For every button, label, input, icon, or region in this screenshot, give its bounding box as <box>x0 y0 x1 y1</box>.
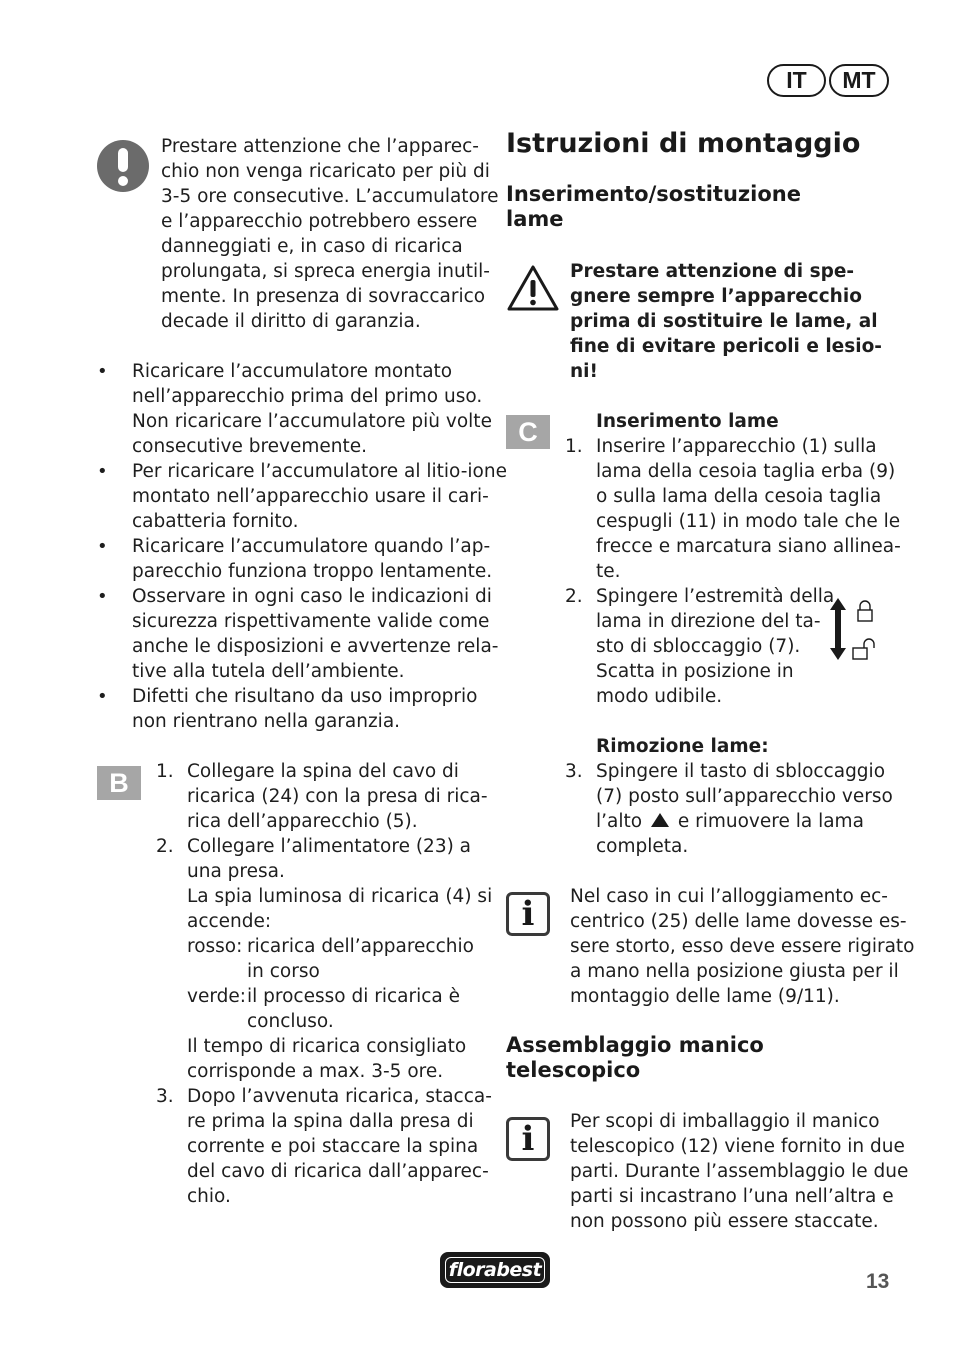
info-square-icon <box>506 1117 550 1161</box>
info-glyph: i <box>521 894 535 934</box>
step-number: 2. <box>565 586 583 607</box>
step-number: 1. <box>156 761 174 782</box>
status-green-label: verde: <box>187 986 246 1007</box>
text-line: non possono più essere staccate. <box>570 1211 879 1232</box>
lang-badge-it: IT <box>767 64 826 97</box>
up-down-arrow-icon <box>828 597 848 661</box>
info-glyph: i <box>521 1119 535 1159</box>
text-line: lama della cesoia taglia erba (9) <box>596 461 896 482</box>
status-red-text <box>247 934 474 984</box>
text-line: corrente e poi staccare la spina <box>187 1136 479 1157</box>
text-line <box>596 809 893 834</box>
text-line: mente. In presenza di sovraccarico <box>161 286 486 307</box>
text-line: o sulla lama della cesoia taglia <box>596 486 882 507</box>
text-line: telescopico (12) viene fornito in due <box>570 1136 905 1157</box>
text-line: decade il diritto di garanzia. <box>161 311 421 332</box>
text-line: concluso. <box>247 1011 334 1032</box>
text-line: Collegare la spina del cavo di <box>187 761 459 782</box>
step-number: 3. <box>565 761 583 782</box>
text-line: ni! <box>570 361 598 382</box>
text-line: (7) posto sull’apparecchio verso <box>596 786 893 807</box>
text-line: e l’apparecchio potrebbero essere <box>161 211 478 232</box>
bullet-symbol: • <box>97 586 108 607</box>
text-line: Nel caso in cui l’alloggiamento ec- <box>570 886 888 907</box>
step-number: 2. <box>156 836 174 857</box>
text-line: Osservare in ogni caso le indicazioni di <box>132 586 492 607</box>
warning-triangle-icon <box>506 264 560 312</box>
text-line: cabatteria fornito. <box>132 511 299 532</box>
text-line: del cavo di ricarica dall’apparec- <box>187 1161 489 1182</box>
step-item <box>596 584 834 709</box>
unlock-icon <box>852 635 886 661</box>
text-line: Spingere l’estremità della <box>596 586 835 607</box>
steps-c <box>0 434 954 874</box>
text-line: Prestare attenzione che l’apparec- <box>161 136 479 157</box>
text-line: cespugli (11) in modo tale che le <box>596 511 901 532</box>
text-line: rica dell’apparecchio (5). <box>187 811 418 832</box>
heading-line: lame <box>506 207 564 231</box>
text-line: corrisponde a max. 3-5 ore. <box>187 1061 444 1082</box>
heading-line: Inserimento/sostituzione <box>506 182 801 206</box>
warning-paragraph <box>570 259 882 384</box>
charge-time-text <box>187 1034 466 1084</box>
info-paragraph-handle <box>570 1109 908 1234</box>
text-line: danneggiati e, in caso di ricarica <box>161 236 463 257</box>
step-number: 1. <box>565 436 583 457</box>
text-line: frecce e marcatura siano allinea- <box>596 536 901 557</box>
text-line: Scatta in posizione in <box>596 661 794 682</box>
text-fragment: l’alto <box>596 811 643 832</box>
text-line: te. <box>596 561 621 582</box>
text-line: non rientrano nella garanzia. <box>132 711 401 732</box>
info-square-icon <box>506 892 550 936</box>
text-line: accende: <box>187 911 272 932</box>
page-number: 13 <box>866 1270 890 1293</box>
section-label-b: B <box>97 766 141 800</box>
section-label-c: C <box>506 415 550 449</box>
text-line: completa. <box>596 836 689 857</box>
text-line: Non ricaricare l’accumulatore più volte <box>132 411 492 432</box>
text-line: Ricaricare l’accumulatore quando l’ap- <box>132 536 491 557</box>
text-line: sto di sbloccaggio (7). <box>596 636 801 657</box>
bullet-symbol: • <box>97 536 108 557</box>
heading-line: telescopico <box>506 1058 641 1082</box>
lock-icon <box>856 599 874 623</box>
text-line: ricarica (24) con la presa di rica- <box>187 786 488 807</box>
text-line: parti si incastrano l’una nell’altra e <box>570 1186 894 1207</box>
text-line: Il tempo di ricarica consigliato <box>187 1036 467 1057</box>
step-item <box>187 1084 492 1209</box>
text-line: a mano nella posizione giusta per il <box>570 961 899 982</box>
logo-text: florabest <box>448 1259 542 1281</box>
text-line: Per scopi di imballaggio il manico <box>570 1111 880 1132</box>
text-line: Spingere il tasto di sbloccaggio <box>596 761 886 782</box>
text-line: prima di sostituire le lame, al <box>570 311 878 332</box>
text-line: ricarica dell’apparecchio <box>247 936 474 957</box>
text-fragment: e rimuovere la lama <box>677 811 864 832</box>
text-line: in corso <box>247 961 320 982</box>
text-line: montato nell’apparecchio usare il cari- <box>132 486 489 507</box>
text-line: Prestare attenzione di spe- <box>570 261 855 282</box>
step-number: 3. <box>156 1086 174 1107</box>
bullet-symbol: • <box>97 361 108 382</box>
page-title: Istruzioni di montaggio <box>506 128 861 159</box>
text-line: modo udibile. <box>596 686 723 707</box>
status-green-text <box>247 984 460 1034</box>
text-line: una presa. <box>187 861 285 882</box>
insert-heading: Inserimento lame <box>596 411 779 432</box>
text-line: lama in direzione del ta- <box>596 611 821 632</box>
text-line: anche le disposizioni e avvertenze rela- <box>132 636 499 657</box>
lock-unlock-diagram <box>826 597 886 663</box>
exclamation-circle-icon <box>96 139 150 193</box>
text-line: parecchio funziona troppo lentamente. <box>132 561 493 582</box>
text-line: Per ricaricare l’accumulatore al litio-ione <box>132 461 507 482</box>
text-line: montaggio delle lame (9/11). <box>570 986 840 1007</box>
text-line: nell’apparecchio prima del primo uso. <box>132 386 483 407</box>
text-line: Collegare l’alimentatore (23) a <box>187 836 472 857</box>
text-line: re prima la spina dalla presa di <box>187 1111 474 1132</box>
step-item <box>596 434 901 584</box>
section-heading-handle <box>506 1033 764 1083</box>
text-line: sere storto, esso deve essere rigirato <box>570 936 915 957</box>
text-line: centrico (25) delle lame dovesse es- <box>570 911 907 932</box>
text-line: Dopo l’avvenuta ricarica, stacca- <box>187 1086 492 1107</box>
lang-badge-mt: MT <box>829 64 889 97</box>
text-line: La spia luminosa di ricarica (4) si <box>187 886 493 907</box>
text-line: Inserire l’apparecchio (1) sulla <box>596 436 877 457</box>
text-line: sicurezza rispettivamente valide come <box>132 611 490 632</box>
brand-logo <box>440 1252 550 1288</box>
text-line: consecutive brevemente. <box>132 436 368 457</box>
bullet-symbol: • <box>97 686 108 707</box>
caution-paragraph <box>161 134 498 334</box>
text-line: chio. <box>187 1186 231 1207</box>
text-line: tive alla tutela dell’ambiente. <box>132 661 405 682</box>
text-line: Ricaricare l’accumulatore montato <box>132 361 453 382</box>
text-line: Difetti che risultano da uso improprio <box>132 686 478 707</box>
text-line: fine di evitare pericoli e lesio- <box>570 336 882 357</box>
status-red-label: rosso: <box>187 936 243 957</box>
info-paragraph-eccentric <box>570 884 914 1009</box>
bullet-symbol: • <box>97 461 108 482</box>
text-line: parti. Durante l’assemblaggio le due <box>570 1161 909 1182</box>
text-line: il processo di ricarica è <box>247 986 460 1007</box>
text-line: gnere sempre l’apparecchio <box>570 286 862 307</box>
remove-heading: Rimozione lame: <box>596 736 769 757</box>
step-item <box>596 759 893 859</box>
up-triangle-icon <box>650 812 670 828</box>
text-line: prolungata, si spreca energia inutil- <box>161 261 490 282</box>
text-line: 3-5 ore consecutive. L’accumulatore <box>161 186 499 207</box>
section-heading-blades <box>506 182 801 232</box>
heading-line: Assemblaggio manico <box>506 1033 764 1057</box>
text-line: chio non venga ricaricato per più di <box>161 161 490 182</box>
